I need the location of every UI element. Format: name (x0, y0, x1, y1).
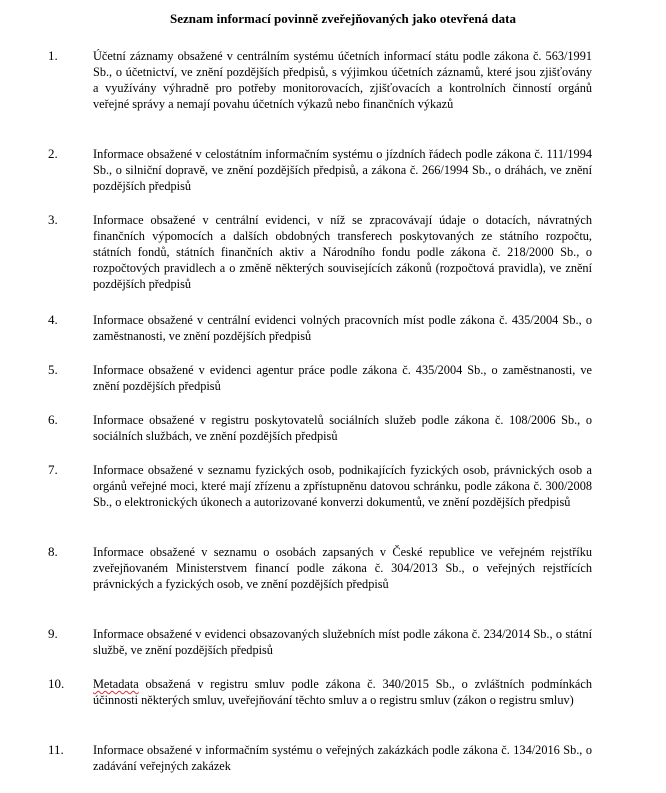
document-title: Seznam informací povinně zveřejňovaných jako otevřená data (170, 11, 516, 26)
item-text: Informace obsažené v seznamu fyzických osob, podnikajících fyzických osob, právnických osob a orgánů veřejné moci, které mají zřízenu a zpřístupněnu datovou schránku, podle zákona č. 300/2008 Sb., o elektronických úkonech a autorizované konverzi dokumentů, ve znění pozdějších předpisů (93, 463, 592, 509)
item-text: Informace obsažené v evidenci agentur práce podle zákona č. 435/2004 Sb., o zaměstnanosti, ve znění pozdějších předpisů (93, 363, 592, 393)
item-number: 10. (48, 676, 65, 691)
item-text: Informace obsažené v registru poskytovatelů sociálních služeb podle zákona č. 108/2006 Sb., o sociálních službách, ve znění pozdějších předpisů (93, 413, 592, 443)
spellcheck-flagged-word: Metadata (93, 677, 139, 691)
item-text: Informace obsažené v centrální evidenci volných pracovních míst podle zákona č. 435/2004 Sb., o zaměstnanosti, ve znění pozdějších předpisů (93, 313, 592, 343)
item-text: Účetní záznamy obsažené v centrálním systému účetních informací státu podle zákona č. 563/1991 Sb., o účetnictví, ve znění pozdějších předpisů, s výjimkou účetních záznamů, které jsou zjišťovány a využívány výhradně pro potřeby monitorovacích, zjišťovacích a kontrolních činností orgánů veřejné správy a nemají povahu účetních výkazů nebo finančních výkazů (93, 49, 592, 111)
item-number: 5. (48, 362, 58, 377)
item-number: 7. (48, 462, 58, 477)
item-number: 6. (48, 412, 58, 427)
item-text (93, 676, 592, 708)
item-number: 4. (48, 312, 58, 327)
item-number: 1. (48, 48, 58, 63)
item-number: 2. (48, 146, 58, 161)
item-text: Informace obsažené v informačním systému o veřejných zakázkách podle zákona č. 134/2016 Sb., o zadávání veřejných zakázek (93, 743, 592, 773)
item-text: Informace obsažené v seznamu o osobách zapsaných v České republice ve veřejném rejstříku zveřejňovaném Ministerstvem financí podle zákona č. 304/2013 Sb., o veřejných rejstřících právnických a fyzických osob, ve znění pozdějších předpisů (93, 545, 592, 591)
item-text: Informace obsažené v celostátním informačním systému o jízdních řádech podle zákona č. 111/1994 Sb., o silniční dopravě, ve znění pozdějších předpisů, a zákona č. 266/1994 Sb., o dráhách, ve znění pozdějších předpisů (93, 147, 592, 193)
item-number: 3. (48, 212, 58, 227)
item-number: 8. (48, 544, 58, 559)
item-text: Informace obsažené v evidenci obsazovaných služebních míst podle zákona č. 234/2014 Sb., o státní službě, ve znění pozdějších předpisů (93, 627, 592, 657)
item-number: 9. (48, 626, 58, 641)
item-number: 11. (48, 742, 64, 757)
item-text: Informace obsažené v centrální evidenci, v níž se zpracovávají údaje o dotacích, návratných finančních výpomocích a dalších obdobných transferech poskytovaných ze státního rozpočtu, státních fondů, státních finančních aktiv a Národního fondu podle zákona č. 218/2000 Sb., o rozpočtových pravidlech a o změně některých souvisejících zákonů (rozpočtová pravidla), ve znění pozdějších předpisů (93, 213, 592, 291)
item-text-rest: obsažená v registru smluv podle zákona č. 340/2015 Sb., o zvláštních podmínkách účinnosti některých smluv, uveřejňování těchto smluv a o registru smluv (zákon o registru smluv) (93, 677, 592, 707)
